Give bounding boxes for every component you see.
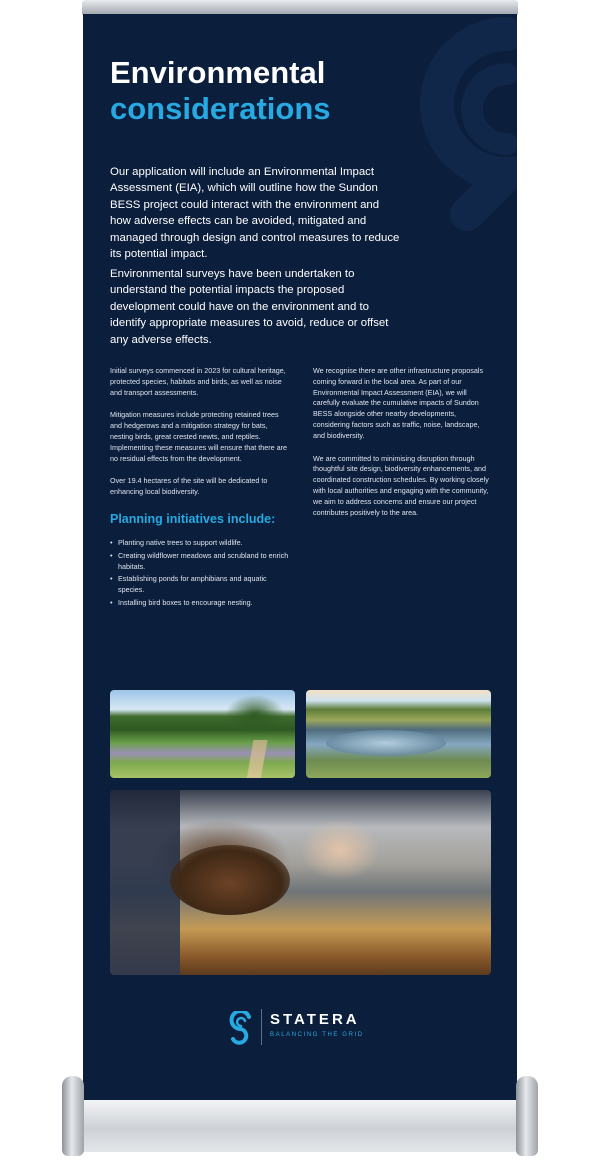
minimising-disruption-paragraph: We are committed to minimising disruption through thoughtful site design, biodiversity enhancements, and coordinated construction schedules. By working closely with local authorities and engaging with the community, we aim to address concerns and ensure our project contributes positively to the area.	[313, 453, 489, 517]
statera-wordmark: STATERA	[270, 1011, 360, 1028]
intro-paragraph-eia: Our application will include an Environmental Impact Assessment (EIA), which will outline how the Sundon BESS project could interact with the environment and how adverse effects can be avoided, mitigated and managed through design and control measures to reduce its potential impact.	[110, 166, 400, 261]
cumulative-impacts-paragraph: We recognise there are other infrastructure proposals coming forward in the local area. As part of our Environmental Impact Assessment (EIA), we will carefully evaluate the cumulative impacts of Sundon BESS alongside other nearby developments, considering factors such as traffic, noise, landscape, and biodiversity.	[313, 366, 484, 440]
left-column	[110, 366, 290, 611]
banner-subtitle: considerations	[110, 91, 331, 126]
list-item: • Creating wildflower meadows and scrubland to enrich habitats.	[110, 551, 290, 573]
rollup-banner	[83, 14, 517, 1104]
soil-sample-photo	[110, 790, 491, 975]
statera-tagline: BALANCING THE GRID	[270, 1032, 364, 1038]
intro-paragraph-surveys: Environmental surveys have been undertaken to understand the potential impacts the proposed development could have on the environment and to identify appropriate measures to avoid, reduce or offset any adverse effects.	[110, 268, 389, 346]
list-item: • Establishing ponds for amphibians and aquatic species.	[110, 574, 290, 596]
statera-logo	[228, 1009, 388, 1049]
planning-initiatives-list	[110, 538, 290, 609]
banner-title: Environmental	[110, 55, 326, 90]
banner-stand-base	[62, 1076, 538, 1156]
statera-s-icon	[228, 1011, 254, 1045]
surveys-paragraph: Initial surveys commenced in 2023 for cultural heritage, protected species, habitats and birds, as well as noise and transport assessments.	[110, 366, 286, 397]
planning-initiatives-heading: Planning initiatives include:	[110, 511, 276, 526]
pond-photo	[306, 690, 491, 778]
stand-foot-right	[516, 1076, 538, 1156]
list-item: • Planting native trees to support wildlife.	[110, 538, 290, 549]
right-column	[313, 366, 493, 530]
wildflower-meadow-photo	[110, 690, 295, 778]
mitigation-paragraph: Mitigation measures include protecting retained trees and hedgerows and a mitigation strategy for bats, nesting birds, great crested newts, and reptiles. Implementing these measures will ensure that there are no residual effects from the development.	[110, 410, 287, 463]
stand-base-body	[80, 1100, 520, 1152]
list-item: • Installing bird boxes to encourage nesting.	[110, 598, 290, 609]
logo-divider	[261, 1009, 262, 1045]
stand-foot-left	[62, 1076, 84, 1156]
biodiversity-paragraph: Over 19.4 hectares of the site will be dedicated to enhancing local biodiversity.	[110, 476, 268, 497]
